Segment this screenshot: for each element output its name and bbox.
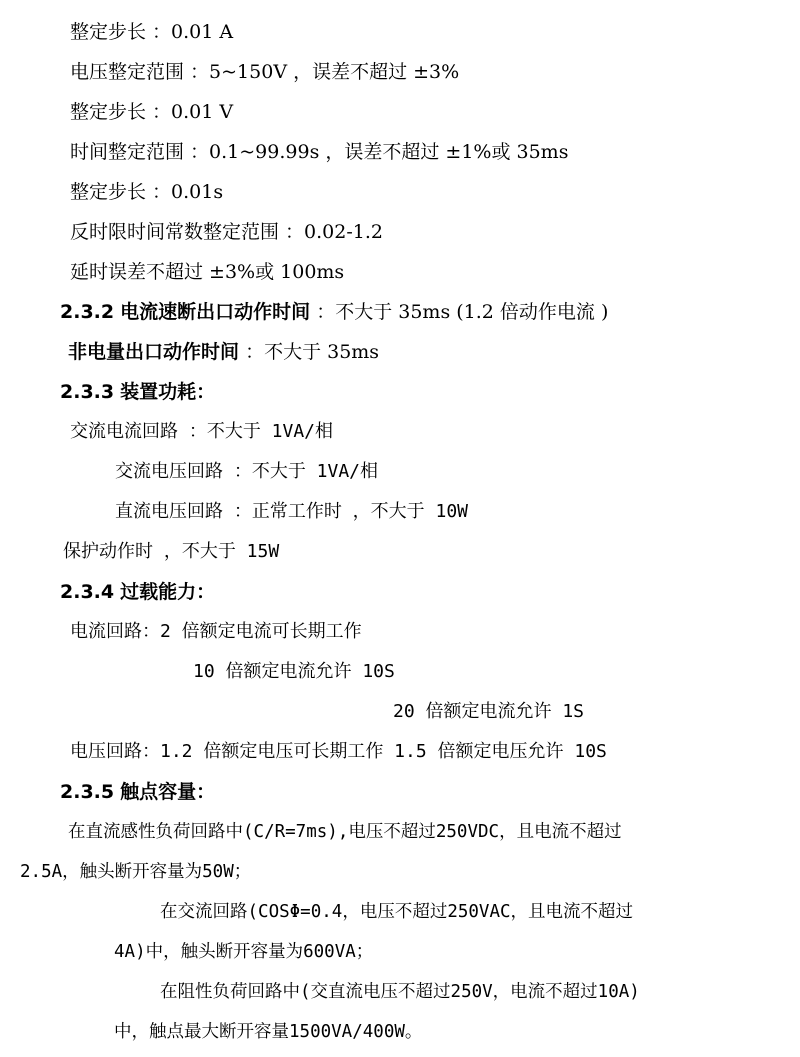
current-20x-line: 20 倍额定电流允许 1S	[393, 701, 585, 722]
inverse-time-line: 反时限时间常数整定范围 ：0.02-1.2	[70, 221, 383, 243]
time-range-line: 时间整定范围 ：0.1~99.99s ，误差不超过 ±1%或 35ms	[70, 141, 569, 163]
resistive-line-1: 在阻性负荷回路中(交直流电压不超过250V，电流不超过10A)	[160, 982, 640, 1002]
voltage-step-line: 整定步长 ：0.01 V	[70, 101, 234, 123]
section-title: 装置功耗：	[120, 381, 216, 403]
time-step-line: 整定步长 ：0.01s	[70, 181, 224, 203]
section-title: 电流速断出口动作时间	[120, 301, 311, 323]
voltage-range-line: 电压整定范围 ：5~150V ，误差不超过 ±3%	[70, 61, 460, 83]
section-2-3-4	[60, 580, 215, 604]
dc-voltage-power-line: 直流电压回路 ：正常工作时 ，不大于 10W	[115, 501, 469, 522]
current-step-line: 整定步长 ：0.01 A	[70, 21, 234, 43]
voltage-overload-line: 电压回路：1.2 倍额定电压可长期工作 1.5 倍额定电压允许 10S	[70, 741, 607, 762]
section-2-3-5	[60, 780, 215, 804]
ac-current-power-line: 交流电流回路 ：不大于 1VA/相	[70, 421, 334, 442]
ac-voltage-power-line: 交流电压回路 ：不大于 1VA/相	[115, 461, 379, 482]
ac-circuit-line-1: 在交流回路(COSΦ=0.4，电压不超过250VAC，且电流不超过	[160, 902, 634, 922]
section-2-3-3	[60, 380, 215, 404]
nonelectric-line	[68, 340, 379, 364]
resistive-line-2: 中，触点最大断开容量1500VA/400W。	[114, 1022, 423, 1042]
section-title: 过载能力：	[120, 581, 216, 603]
current-overload-line: 电流回路：2 倍额定电流可长期工作	[70, 621, 362, 642]
dc-inductive-line-1: 在直流感性负荷回路中(C/R=7ms),电压不超过250VDC，且电流不超过	[68, 822, 622, 842]
current-10x-line: 10 倍额定电流允许 10S	[193, 661, 395, 682]
section-value: ：不大于 35ms (1.2 倍动作电流 )	[316, 301, 609, 323]
section-number: 2.3.2	[60, 301, 115, 323]
dc-inductive-line-2: 2.5A，触头断开容量为50W；	[20, 862, 252, 882]
protection-power-line: 保护动作时 ，不大于 15W	[63, 541, 280, 562]
delay-error-line: 延时误差不超过 ±3%或 100ms	[70, 261, 345, 283]
line-title: 非电量出口动作时间	[68, 341, 240, 363]
section-number: 2.3.3	[60, 381, 115, 403]
section-number: 2.3.4	[60, 581, 115, 603]
line-value: ：不大于 35ms	[245, 341, 380, 363]
section-number: 2.3.5	[60, 781, 115, 803]
ac-circuit-line-2: 4A)中，触头断开容量为600VA；	[114, 942, 374, 962]
section-2-3-2	[60, 300, 608, 324]
section-title: 触点容量：	[120, 781, 216, 803]
